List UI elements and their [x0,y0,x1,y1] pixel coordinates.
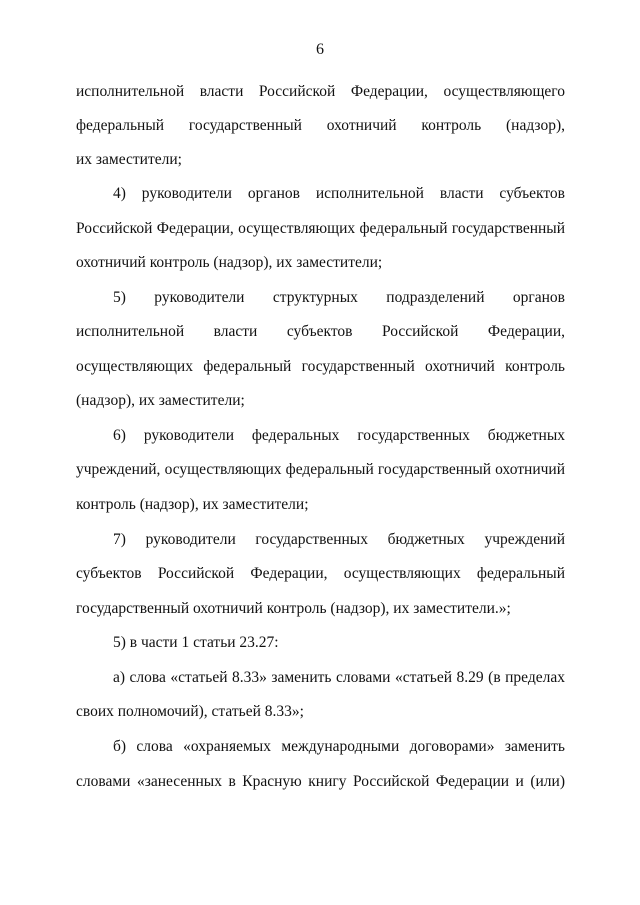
page-number: 6 [316,41,324,58]
text-line: исполнительной власти Российской Федерации, осуществляющего [76,83,565,100]
text-line: учреждений, осуществляющих федеральный государственный охотничий [76,461,565,478]
text-line: осуществляющих федеральный государственный охотничий контроль [76,358,565,375]
text-line: 4) руководители органов исполнительной власти субъектов [113,185,565,202]
text-line: федеральный государственный охотничий контроль (надзор), [76,117,565,134]
text-line: а) слова «статьей 8.33» заменить словами «статьей 8.29 (в пределах [113,669,565,686]
text-line: 5) руководители структурных подразделений органов [113,289,565,306]
text-line: исполнительной власти субъектов Российской Федерации, [76,323,565,340]
text-line: государственный охотничий контроль (надзор), их заместители.»; [76,600,511,617]
text-line: 7) руководители государственных бюджетных учреждений [113,531,565,548]
text-line: контроль (надзор), их заместители; [76,496,309,513]
text-line: Российской Федерации, осуществляющих федеральный государственный [76,220,565,237]
text-line: (надзор), их заместители; [76,392,245,409]
text-line: б) слова «охраняемых международными договорами» заменить [113,738,565,755]
text-line: охотничий контроль (надзор), их заместители; [76,254,383,271]
text-line: субъектов Российской Федерации, осуществляющих федеральный [76,565,565,582]
text-line: своих полномочий), статьей 8.33»; [76,703,304,720]
text-line: 5) в части 1 статьи 23.27: [113,634,279,651]
text-line: 6) руководители федеральных государственных бюджетных [113,427,565,444]
text-line: их заместители; [76,151,182,168]
text-line: словами «занесенных в Красную книгу Российской Федерации и (или) [76,773,565,790]
